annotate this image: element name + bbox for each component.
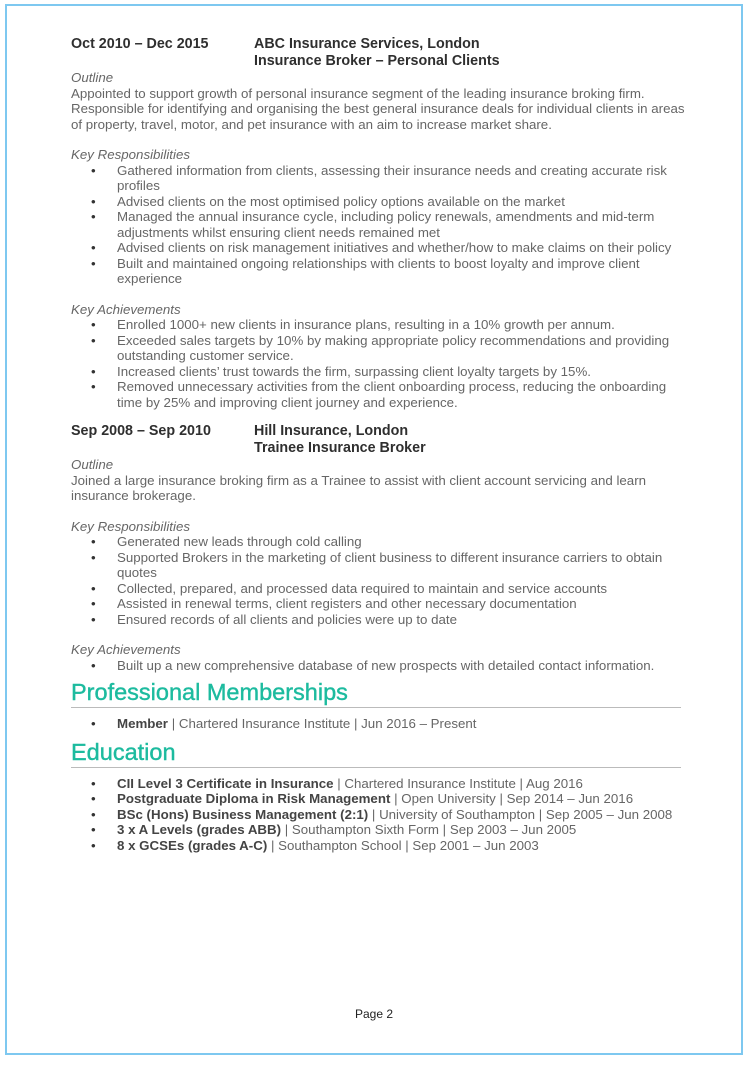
list-item: • Gathered information from clients, assessing their insurance needs and creating accurate risk profiles: [71, 163, 687, 194]
list-item: • CII Level 3 Certificate in Insurance | Chartered Insurance Institute | Aug 2016: [71, 776, 687, 792]
education-list: [71, 776, 687, 854]
job-dates: Oct 2010 – Dec 2015: [71, 36, 209, 52]
list-item: • 8 x GCSEs (grades A-C) | Southampton School | Sep 2001 – Jun 2003: [71, 838, 687, 854]
list-item: • Collected, prepared, and processed data required to maintain and service accounts: [71, 581, 687, 597]
responsibilities-list: [71, 163, 687, 287]
item-rest: Chartered Insurance Institute | Jun 2016 – Present: [178, 716, 477, 731]
achievements-label: Key Achievements: [71, 642, 181, 657]
item-rest: Southampton Sixth Form | Sep 2003 – Jun 2005: [291, 822, 577, 837]
job-dates: Sep 2008 – Sep 2010: [71, 423, 211, 439]
list-item: • Built up a new comprehensive database of new prospects with detailed contact information.: [71, 658, 687, 674]
outline-text: Appointed to support growth of personal insurance segment of the leading insurance broking firm. Responsible for identifying and organising the best general insurance deals for individual clients in areas of property, travel, motor, and pet insurance with an aim to increase market share.: [71, 85, 685, 132]
job-entry: [71, 36, 687, 410]
list-item: • Removed unnecessary activities from the client onboarding process, reducing the onboarding time by 25% and improving client journey and experience.: [71, 379, 687, 410]
list-item: • Member | Chartered Insurance Institute | Jun 2016 – Present: [71, 716, 687, 732]
list-item: • 3 x A Levels (grades ABB) | Southampton Sixth Form | Sep 2003 – Jun 2005: [71, 822, 687, 838]
achievements-list: [71, 658, 687, 674]
outline-label: Outline: [71, 70, 114, 85]
list-item: • Generated new leads through cold calling: [71, 534, 687, 550]
item-rest: Chartered Insurance Institute | Aug 2016: [344, 775, 583, 791]
list-item: • Enrolled 1000+ new clients in insurance plans, resulting in a 10% growth per annum.: [71, 317, 687, 333]
item-bold: CII Level 3 Certificate in Insurance: [117, 775, 334, 791]
list-item: • Ensured records of all clients and policies were up to date: [71, 612, 687, 628]
job-header: [71, 423, 687, 457]
item-bold: BSc (Hons) Business Management (2:1): [117, 806, 369, 822]
section-heading: Education: [71, 738, 681, 768]
item-bold: 3 x A Levels (grades ABB): [117, 822, 282, 837]
education-section: [71, 738, 687, 854]
job-company: ABC Insurance Services, London: [254, 36, 480, 52]
job-entry: [71, 423, 687, 673]
job-company: Hill Insurance, London: [254, 423, 409, 439]
list-item: • Advised clients on the most optimised policy options available on the market: [71, 194, 687, 210]
job-header: [71, 36, 687, 70]
achievements-list: [71, 317, 687, 410]
list-item: • BSc (Hons) Business Management (2:1) | University of Southampton | Sep 2005 – Jun 2008: [71, 807, 687, 823]
list-item: • Managed the annual insurance cycle, including policy renewals, amendments and mid-term adjustments whilst ensuring client needs remained met: [71, 209, 687, 240]
job-title: Trainee Insurance Broker: [254, 440, 426, 456]
job-meta: [254, 423, 687, 457]
memberships-section: [71, 678, 687, 732]
section-heading: Professional Memberships: [71, 678, 681, 708]
item-rest: University of Southampton | Sep 2005 – Jun 2008: [379, 806, 673, 822]
list-item: • Supported Brokers in the marketing of client business to different insurance carriers to obtain quotes: [71, 550, 687, 581]
list-item: • Built and maintained ongoing relationships with clients to boost loyalty and improve client experience: [71, 256, 687, 287]
item-bold: Postgraduate Diploma in Risk Management: [117, 791, 391, 806]
list-item: • Assisted in renewal terms, client registers and other necessary documentation: [71, 596, 687, 612]
item-bold: 8 x GCSEs (grades A-C): [117, 837, 268, 853]
responsibilities-list: [71, 534, 687, 627]
list-item: • Exceeded sales targets by 10% by making appropriate policy recommendations and providing outstanding customer service.: [71, 333, 687, 364]
page-number: Page 2: [354, 1007, 394, 1021]
responsibilities-label: Key Responsibilities: [71, 518, 190, 534]
item-rest: Open University | Sep 2014 – Jun 2016: [401, 791, 634, 806]
achievements-label: Key Achievements: [71, 301, 181, 317]
outline-text: Joined a large insurance broking firm as a Trainee to assist with client account servicing and learn insurance brokerage.: [71, 472, 647, 503]
memberships-list: [71, 716, 687, 732]
job-title: Insurance Broker – Personal Clients: [254, 53, 500, 69]
list-item: • Postgraduate Diploma in Risk Management | Open University | Sep 2014 – Jun 2016: [71, 791, 687, 807]
item-rest: Southampton School | Sep 2001 – Jun 2003: [278, 837, 539, 853]
list-item: • Advised clients on risk management initiatives and whether/how to make claims on their policy: [71, 240, 687, 256]
job-meta: [254, 36, 687, 70]
page-content: [71, 36, 687, 853]
outline-label: Outline: [71, 457, 114, 472]
list-item: • Increased clients’ trust towards the firm, surpassing client loyalty targets by 15%.: [71, 364, 687, 380]
item-bold: Member: [117, 716, 168, 731]
resume-page: [5, 4, 743, 1055]
responsibilities-label: Key Responsibilities: [71, 147, 190, 162]
